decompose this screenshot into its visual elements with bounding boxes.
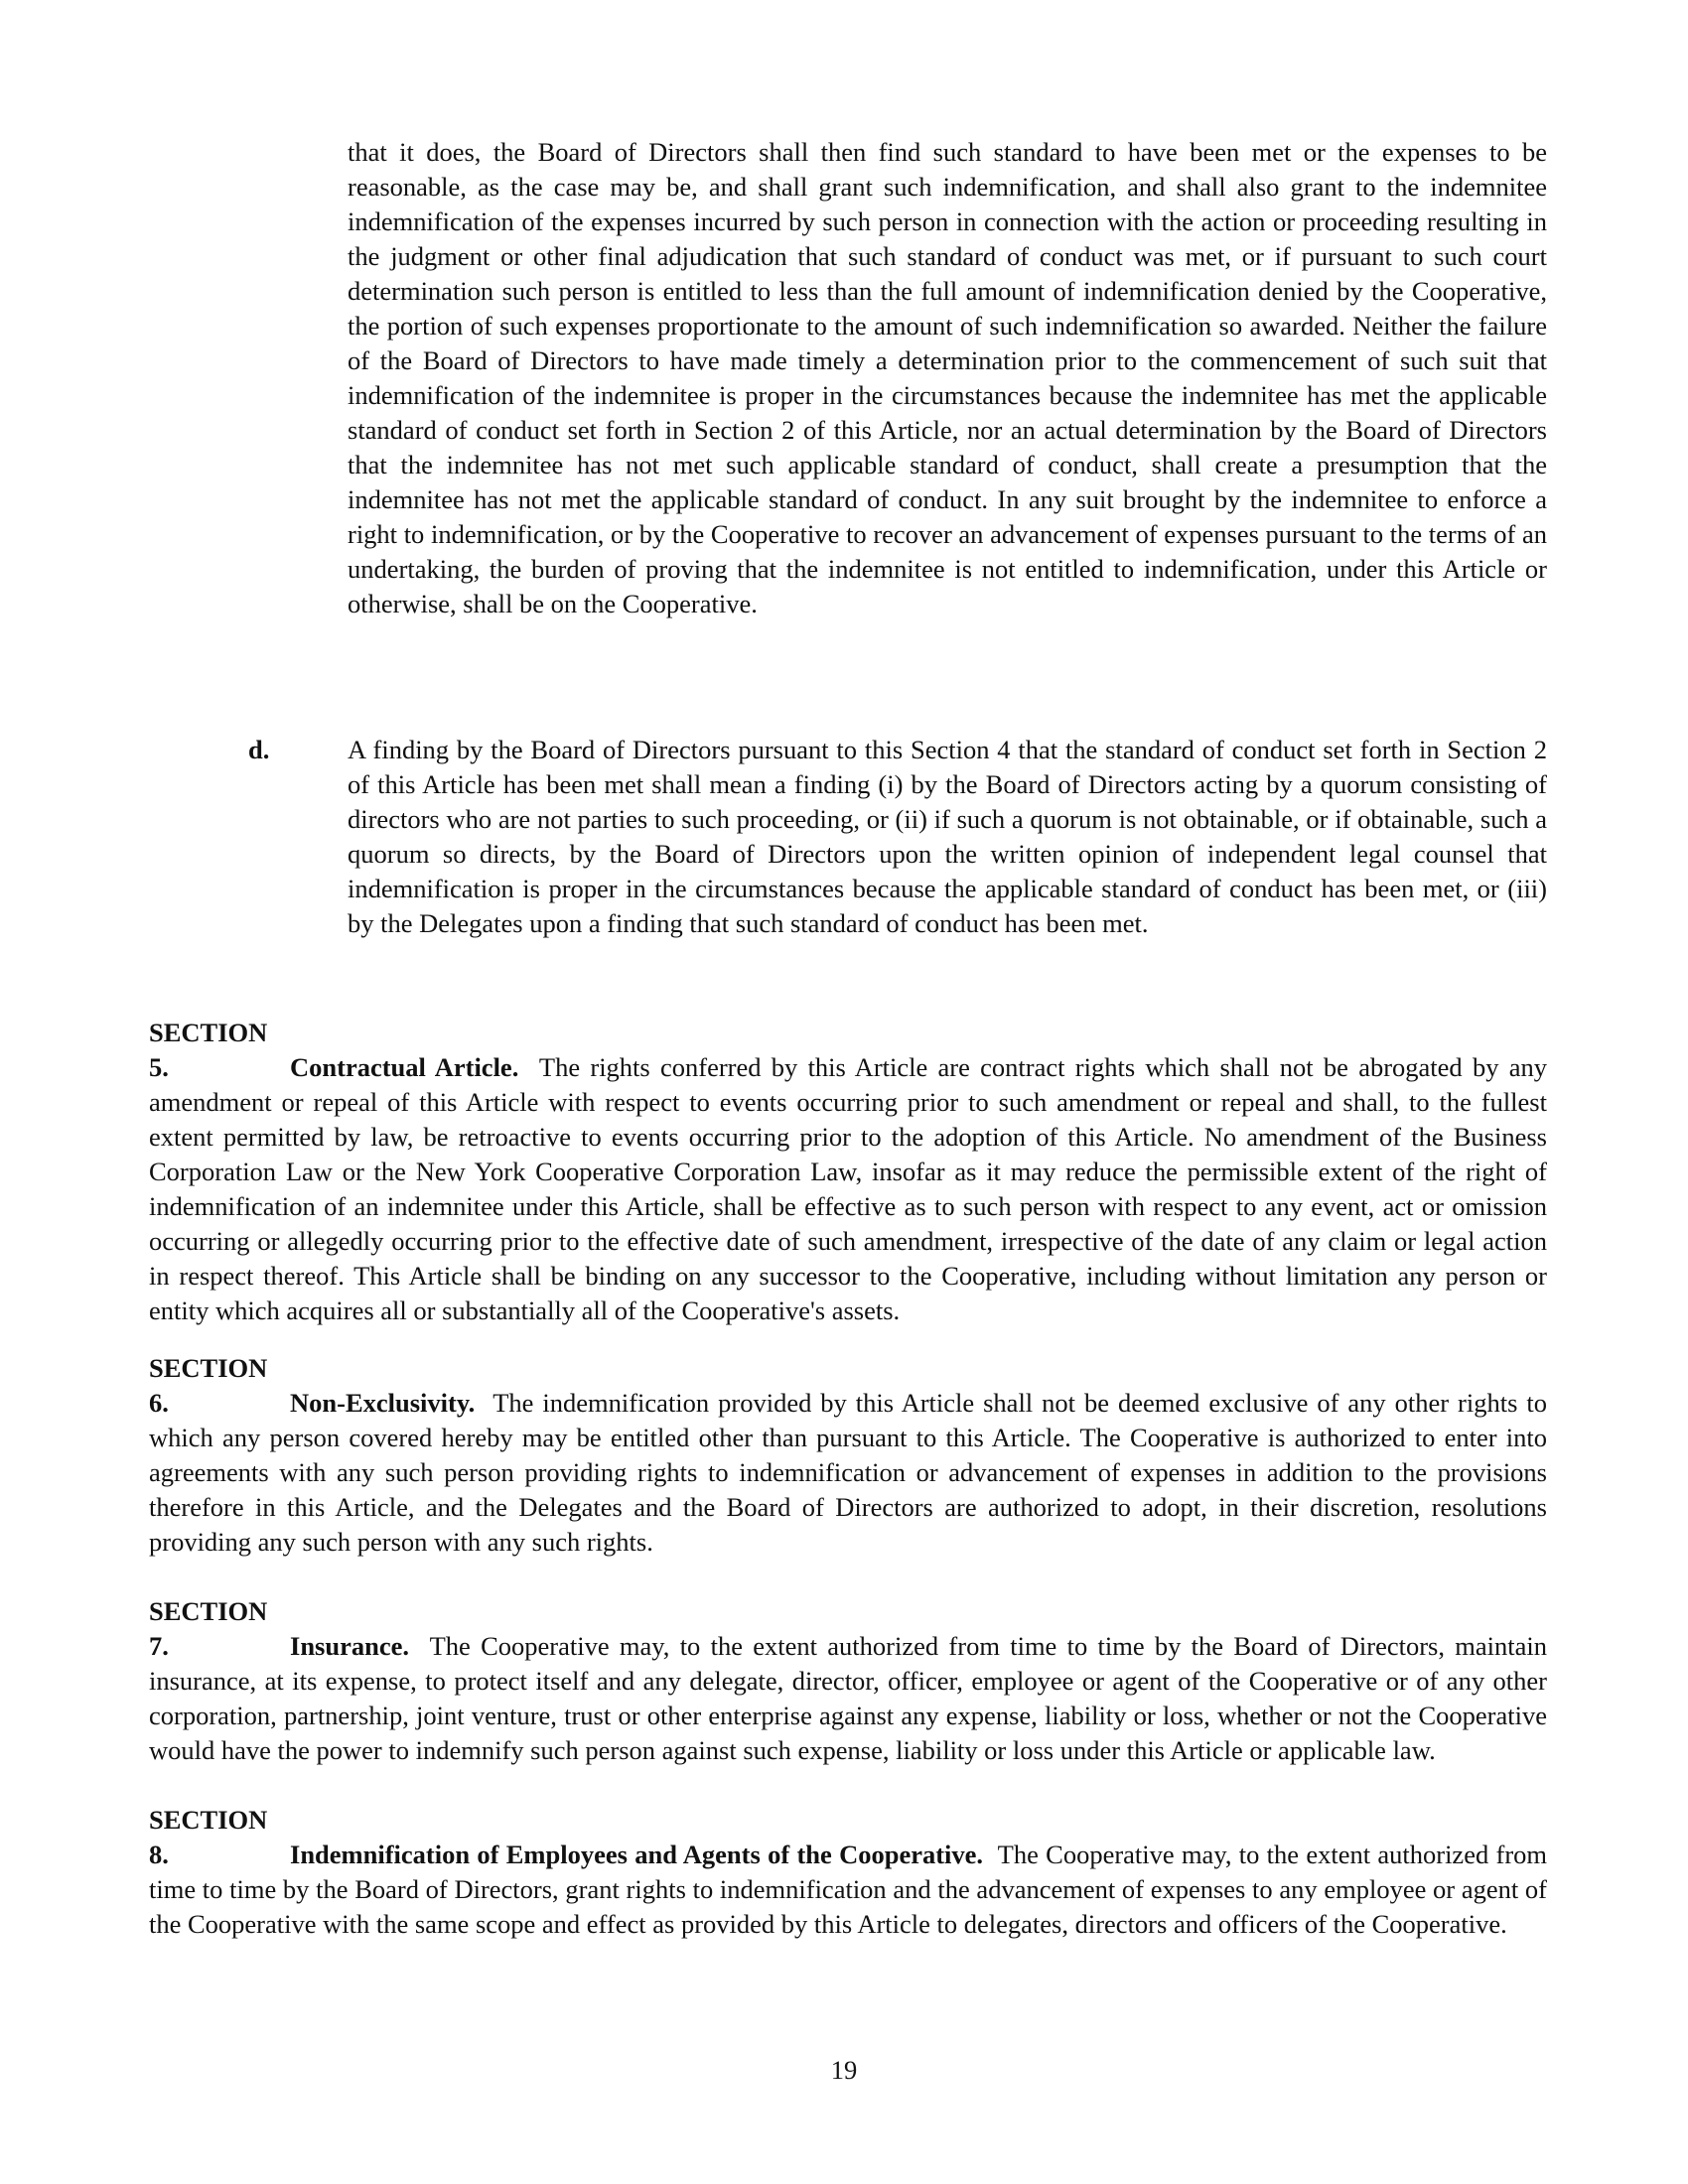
section-6-text: The indemnification provided by this Article shall not be deemed exclusive of any other rights to which any person covered hereby may be entitled other than pursuant to this Article. The Cooperative is authorized to enter into agreements with any such person providing rights to indemnification or advancement of expenses in addition to the provisions therefore in this Article, and the Delegates and the Board of Directors are authorized to adopt, in their discretion, resolutions providing any such person with any such rights. <box>149 1388 1548 1557</box>
section-7 <box>149 1594 1547 1768</box>
section-6-number: SECTION 6. <box>149 1353 268 1418</box>
section-6 <box>149 1351 1547 1560</box>
section-8-title: Indemnification of Employees and Agents of the Cooperative. <box>290 1840 984 1869</box>
section-7-number: SECTION 7. <box>149 1596 268 1661</box>
continuation-paragraph: that it does, the Board of Directors shall then find such standard to have been met or the expenses to be reasonable, as the case may be, and shall grant such indemnification, and shall also grant to the indemnitee indemnification of the expenses incurred by such person in connection with the action or proceeding resulting in the judgment or other final adjudication that such standard of conduct was met, or if pursuant to such court determination such person is entitled to less than the full amount of indemnification denied by the Cooperative, the portion of such expenses proportionate to the amount of such indemnification so awarded. Neither the failure of the Board of Directors to have made timely a determination prior to the commencement of such suit that indemnification of the indemnitee is proper in the circumstances because the indemnitee has met the applicable standard of conduct set forth in Section 2 of this Article, nor an actual determination by the Board of Directors that the indemnitee has not met such applicable standard of conduct, shall create a presumption that the indemnitee has not met the applicable standard of conduct. In any suit brought by the indemnitee to enforce a right to indemnification, or by the Cooperative to recover an advancement of expenses pursuant to the terms of an undertaking, the burden of proving that the indemnitee is not entitled to indemnification, under this Article or otherwise, shall be on the Cooperative. <box>348 137 1547 618</box>
section-8-number: SECTION 8. <box>149 1805 268 1869</box>
section-5-text: The rights conferred by this Article are contract rights which shall not be abrogated by any amendment or repeal of this Article with respect to events occurring prior to such amendment or repeal and shall, to the fullest extent permitted by law, be retroactive to events occurring prior to the adoption of this Article. No amendment of the Business Corporation Law or the New York Cooperative Corporation Law, insofar as it may reduce the permissible extent of the right of indemnification of an indemnitee under this Article, shall be effective as to such person with respect to any event, act or omission occurring or allegedly occurring prior to the effective date of such amendment, irrespective of the date of any claim or legal action in respect thereof. This Article shall be binding on any successor to the Cooperative, including without limitation any person or entity which acquires all or substantially all of the Cooperative's assets. <box>149 1052 1547 1325</box>
page-number: 19 <box>830 2055 858 2085</box>
section-6-title: Non-Exclusivity. <box>290 1388 476 1418</box>
section-8-text: The Cooperative may, to the extent authorized from time to time by the Board of Directors, grant rights to indemnification and the advancement of expenses to any employee or agent of the Cooperative with the same scope and effect as provided by this Article to delegates, directors and officers of the Cooperative. <box>149 1840 1548 1939</box>
section-8 <box>149 1803 1547 1942</box>
section-5 <box>149 1016 1547 1328</box>
section-5-title: Contractual Article. <box>290 1052 519 1082</box>
item-d-label: d. <box>248 735 270 764</box>
section-7-text: The Cooperative may, to the extent authorized from time to time by the Board of Directors, maintain insurance, at its expense, to protect itself and any delegate, director, officer, employee or agent of the Cooperative or of any other corporation, partnership, joint venture, trust or other enterprise against any expense, liability or loss, whether or not the Cooperative would have the power to indemnify such person against such expense, liability or loss under this Article or applicable law. <box>149 1631 1547 1765</box>
section-7-title: Insurance. <box>290 1631 410 1661</box>
section-5-number: SECTION 5. <box>149 1018 268 1082</box>
item-d <box>248 733 1547 941</box>
item-d-text: A finding by the Board of Directors pursuant to this Section 4 that the standard of conduct set forth in Section 2 of this Article has been met shall mean a finding (i) by the Board of Directors acting by a quorum consisting of directors who are not parties to such proceeding, or (ii) if such a quorum is not obtainable, or if obtainable, such a quorum so directs, by the Board of Directors upon the written opinion of independent legal counsel that indemnification is proper in the circumstances because the applicable standard of conduct has been met, or (iii) by the Delegates upon a finding that such standard of conduct has been met. <box>348 735 1547 938</box>
